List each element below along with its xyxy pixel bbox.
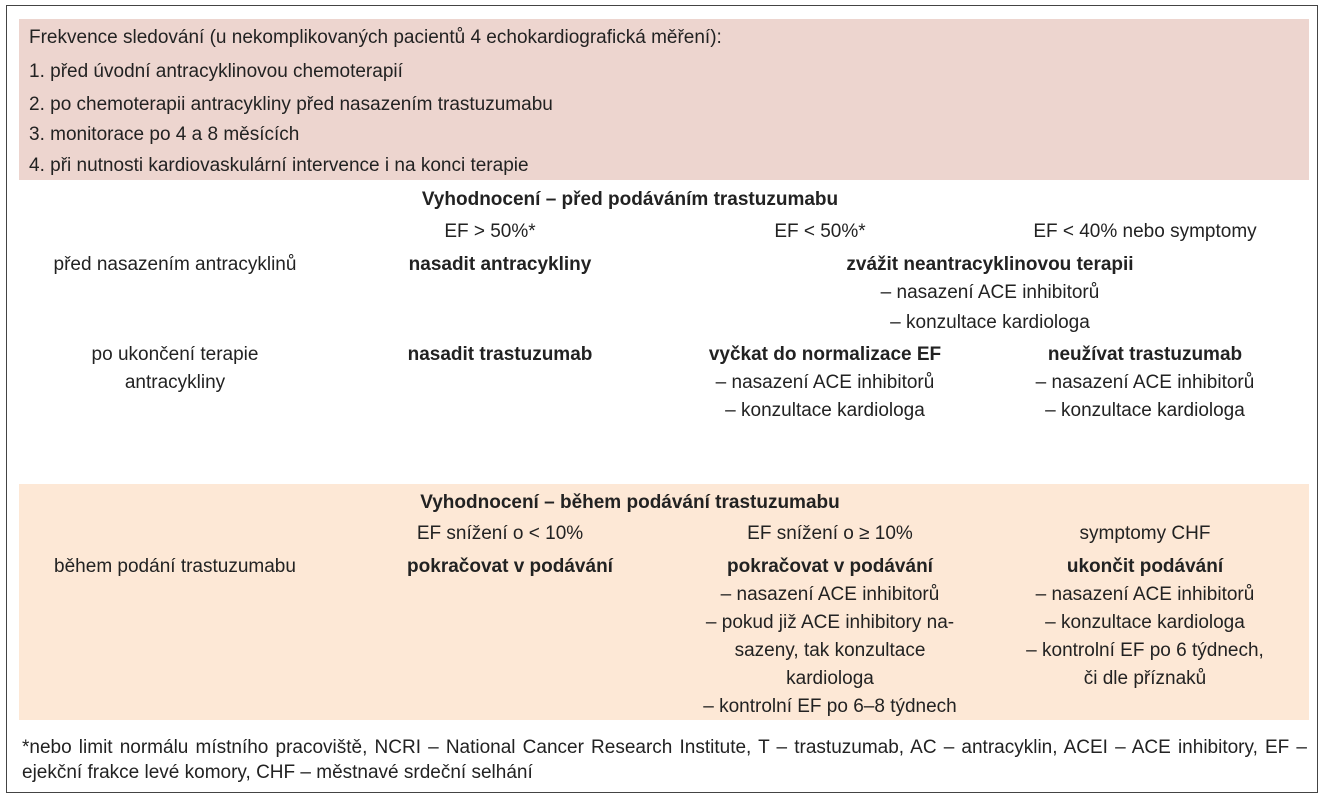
frequency-item-4: 4. při nutnosti kardiovaskulární intervence i na konci terapie (29, 155, 529, 176)
step-ace-inhibitors: – nasazení ACE inhibitorů (1035, 584, 1255, 605)
step-ace-inhibitors: – nasazení ACE inhibitorů (720, 584, 940, 605)
row-during-label: během podání trastuzumabu (54, 556, 296, 577)
action-no-trastuzumab: neužívat trastuzumab (1047, 344, 1243, 365)
action-consider-non-anthracycline: zvážit neantracyklinovou terapii (846, 254, 1134, 275)
action-start-anthracyclines: nasadit antracykliny (408, 254, 592, 275)
row-before-anthracyclines-steps (810, 281, 1170, 335)
during-heading: Vyhodnocení – během podávání trastuzumabu (420, 492, 840, 513)
step-ace-inhibitors: – nasazení ACE inhibitorů (715, 372, 935, 393)
step-cardiology-consult: – konzultace kardiologa (890, 312, 1090, 333)
frequency-item-3: 3. monitorace po 4 a 8 měsících (29, 124, 300, 145)
action-wait-ef-normalization-block (680, 343, 970, 423)
action-stop-administration: ukončit podávání (1066, 556, 1224, 577)
step-cardiology-consult: – konzultace kardiologa (725, 400, 925, 421)
before-col-ef-lt-40: EF < 40% nebo symptomy (1033, 221, 1257, 242)
frequency-title: Frekvence sledování (u nekomplikovaných pacientů 4 echokardiografická měření): (29, 27, 722, 48)
row-after-anthracyclines-label: po ukončení terapie antracykliny (91, 344, 259, 393)
before-heading: Vyhodnocení – před podáváním trastuzumabu (421, 189, 839, 210)
during-col-ef-drop-ge-10: EF snížení o ≥ 10% (747, 523, 913, 544)
step-cardiology-consult: – konzultace kardiologa (1045, 612, 1245, 633)
action-continue-high-drop-block (670, 555, 990, 719)
action-continue-high-drop: pokračovat v podávání (727, 556, 933, 577)
action-continue-low-drop: pokračovat v podávání (407, 556, 613, 577)
step-ace-inhibitors: – nasazení ACE inhibitorů (1035, 372, 1255, 393)
action-no-trastuzumab-block (1000, 343, 1290, 423)
step-then-consult: sazeny, tak konzultace (734, 640, 926, 661)
action-start-trastuzumab: nasadit trastuzumab (407, 344, 593, 365)
step-ef-check-6-8-weeks: – kontrolní EF po 6–8 týdnech (703, 696, 957, 717)
before-col-ef-gt-50: EF > 50%* (444, 221, 536, 242)
step-if-ace-already: – pokud již ACE inhibitory na- (705, 612, 955, 633)
frequency-item-1: 1. před úvodní antracyklinovou chemoterapií (29, 61, 403, 82)
step-ace-inhibitors: – nasazení ACE inhibitorů (880, 282, 1100, 303)
during-col-chf-symptoms: symptomy CHF (1079, 523, 1211, 544)
step-or-by-symptoms: či dle příznaků (1083, 668, 1207, 689)
before-col-ef-lt-50: EF < 50%* (774, 221, 866, 242)
row-before-anthracyclines-label: před nasazením antracyklinů (53, 254, 297, 275)
step-cardiology-consult: – konzultace kardiologa (1045, 400, 1245, 421)
action-stop-block (1000, 555, 1290, 691)
frequency-item-2: 2. po chemoterapii antracykliny před nasazením trastuzumabu (29, 94, 553, 115)
step-cardiologist: kardiologa (786, 668, 874, 689)
step-ef-check-6-weeks: – kontrolní EF po 6 týdnech, (1026, 640, 1264, 661)
during-col-ef-drop-lt-10: EF snížení o < 10% (416, 523, 584, 544)
footnote: *nebo limit normálu místního pracoviště, NCRI – National Cancer Research Institute, T – trastuzumab, AC – antracyklin, ACEI – ACE inhibitory, EF – ejekční frakce levé komory, CHF – městnavé srdeční selhání (22, 737, 1307, 783)
action-wait-ef-normalization: vyčkat do normalizace EF (708, 344, 942, 365)
